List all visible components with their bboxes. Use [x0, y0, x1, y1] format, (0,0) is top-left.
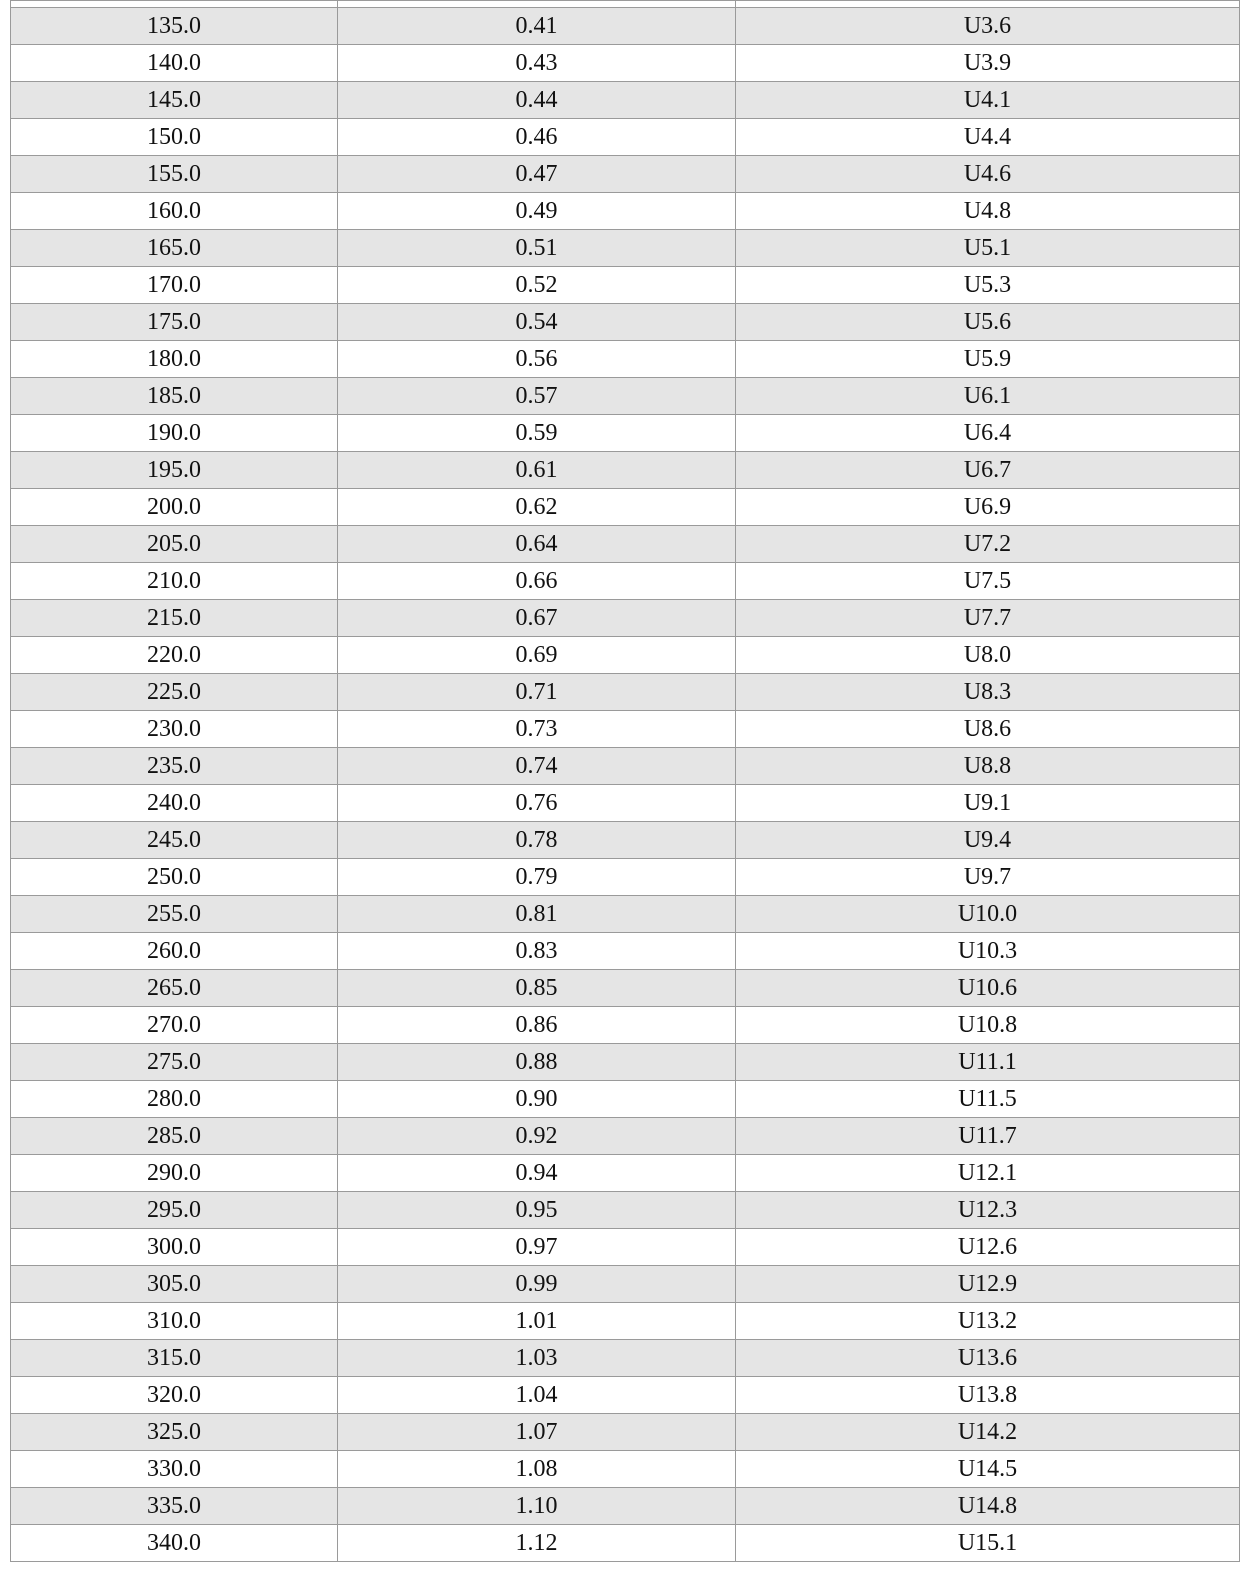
- cell-value-a: 185.0: [11, 378, 338, 415]
- cell-value-b: 0.76: [338, 785, 736, 822]
- cell-value-b: 1.10: [338, 1488, 736, 1525]
- cell-value-c: U14.5: [736, 1451, 1240, 1488]
- cell-value-a: 270.0: [11, 1007, 338, 1044]
- cell-value-c: U9.1: [736, 785, 1240, 822]
- cell-value-a: 265.0: [11, 970, 338, 1007]
- table-row: [11, 45, 1240, 82]
- table-row: [11, 378, 1240, 415]
- table-row-partial-top: [11, 1, 1240, 8]
- cell-value-c: U7.2: [736, 526, 1240, 563]
- cell-value-a: 210.0: [11, 563, 338, 600]
- cell-value-b: 0.52: [338, 267, 736, 304]
- cell-value-b: 0.44: [338, 82, 736, 119]
- table-row: [11, 1229, 1240, 1266]
- cell-value-c: U5.1: [736, 230, 1240, 267]
- cell-value-c: U12.1: [736, 1155, 1240, 1192]
- cell-value-c: U6.4: [736, 415, 1240, 452]
- cell-value-a: 215.0: [11, 600, 338, 637]
- table-body: [11, 1, 1240, 1562]
- table-row: [11, 1192, 1240, 1229]
- cell-value-b: 0.83: [338, 933, 736, 970]
- cell-value-b: 0.73: [338, 711, 736, 748]
- table-row: [11, 267, 1240, 304]
- cell-value-c: U12.9: [736, 1266, 1240, 1303]
- cell-value-c: U5.9: [736, 341, 1240, 378]
- table-row: [11, 711, 1240, 748]
- cell-value-a: 155.0: [11, 156, 338, 193]
- cell-value-a: 160.0: [11, 193, 338, 230]
- cell-value-c: U14.8: [736, 1488, 1240, 1525]
- cell-value-a: 330.0: [11, 1451, 338, 1488]
- cell-value-b: 0.43: [338, 45, 736, 82]
- table-row: [11, 193, 1240, 230]
- cell-value-b: 0.71: [338, 674, 736, 711]
- cell-value-c: U4.1: [736, 82, 1240, 119]
- table-row: [11, 1044, 1240, 1081]
- table-row: [11, 341, 1240, 378]
- cell-value-b: 0.57: [338, 378, 736, 415]
- cell-value-b: 0.90: [338, 1081, 736, 1118]
- cell-value-b: 1.07: [338, 1414, 736, 1451]
- cell-value-a: 220.0: [11, 637, 338, 674]
- table-row: [11, 526, 1240, 563]
- table-row: [11, 600, 1240, 637]
- cell-value-b: 1.12: [338, 1525, 736, 1562]
- cell-value-c: U10.0: [736, 896, 1240, 933]
- cell-value-c: U8.3: [736, 674, 1240, 711]
- cell-value-b: 0.74: [338, 748, 736, 785]
- cell-value-b: 0.99: [338, 1266, 736, 1303]
- cell-value-a: 180.0: [11, 341, 338, 378]
- cell-value-b: 0.69: [338, 637, 736, 674]
- cell-value-c: U3.9: [736, 45, 1240, 82]
- table-row: [11, 1377, 1240, 1414]
- table-row: [11, 82, 1240, 119]
- table-row: [11, 748, 1240, 785]
- table-cell: [736, 1, 1240, 8]
- cell-value-b: 1.04: [338, 1377, 736, 1414]
- cell-value-a: 295.0: [11, 1192, 338, 1229]
- table-row: [11, 119, 1240, 156]
- cell-value-a: 165.0: [11, 230, 338, 267]
- table-row: [11, 1155, 1240, 1192]
- cell-value-c: U4.6: [736, 156, 1240, 193]
- table-row: [11, 230, 1240, 267]
- cell-value-a: 245.0: [11, 822, 338, 859]
- cell-value-a: 250.0: [11, 859, 338, 896]
- cell-value-b: 0.62: [338, 489, 736, 526]
- cell-value-c: U4.4: [736, 119, 1240, 156]
- cell-value-c: U13.6: [736, 1340, 1240, 1377]
- cell-value-c: U15.1: [736, 1525, 1240, 1562]
- cell-value-a: 275.0: [11, 1044, 338, 1081]
- cell-value-c: U11.1: [736, 1044, 1240, 1081]
- cell-value-a: 135.0: [11, 8, 338, 45]
- cell-value-c: U11.7: [736, 1118, 1240, 1155]
- table-row: [11, 674, 1240, 711]
- table-row: [11, 1525, 1240, 1562]
- cell-value-a: 140.0: [11, 45, 338, 82]
- cell-value-b: 0.97: [338, 1229, 736, 1266]
- cell-value-b: 0.88: [338, 1044, 736, 1081]
- table-row: [11, 933, 1240, 970]
- cell-value-c: U5.6: [736, 304, 1240, 341]
- table-row: [11, 970, 1240, 1007]
- table-row: [11, 1303, 1240, 1340]
- cell-value-c: U12.6: [736, 1229, 1240, 1266]
- cell-value-b: 0.64: [338, 526, 736, 563]
- cell-value-c: U6.7: [736, 452, 1240, 489]
- table-row: [11, 1414, 1240, 1451]
- cell-value-a: 290.0: [11, 1155, 338, 1192]
- cell-value-c: U4.8: [736, 193, 1240, 230]
- table-cell: [338, 1, 736, 8]
- cell-value-b: 0.49: [338, 193, 736, 230]
- cell-value-b: 0.79: [338, 859, 736, 896]
- cell-value-a: 305.0: [11, 1266, 338, 1303]
- table-row: [11, 304, 1240, 341]
- cell-value-b: 0.92: [338, 1118, 736, 1155]
- cell-value-a: 310.0: [11, 1303, 338, 1340]
- table-row: [11, 637, 1240, 674]
- cell-value-a: 205.0: [11, 526, 338, 563]
- table-row: [11, 822, 1240, 859]
- cell-value-c: U13.2: [736, 1303, 1240, 1340]
- cell-value-a: 230.0: [11, 711, 338, 748]
- cell-value-c: U3.6: [736, 8, 1240, 45]
- cell-value-b: 0.95: [338, 1192, 736, 1229]
- table-row: [11, 415, 1240, 452]
- cell-value-c: U13.8: [736, 1377, 1240, 1414]
- cell-value-c: U8.0: [736, 637, 1240, 674]
- table-row: [11, 785, 1240, 822]
- cell-value-c: U10.8: [736, 1007, 1240, 1044]
- cell-value-b: 0.47: [338, 156, 736, 193]
- cell-value-b: 0.94: [338, 1155, 736, 1192]
- table-row: [11, 859, 1240, 896]
- cell-value-a: 320.0: [11, 1377, 338, 1414]
- cell-value-c: U8.6: [736, 711, 1240, 748]
- cell-value-a: 200.0: [11, 489, 338, 526]
- cell-value-c: U12.3: [736, 1192, 1240, 1229]
- cell-value-a: 225.0: [11, 674, 338, 711]
- cell-value-b: 0.54: [338, 304, 736, 341]
- table-container: [10, 0, 1239, 1562]
- cell-value-a: 280.0: [11, 1081, 338, 1118]
- cell-value-a: 255.0: [11, 896, 338, 933]
- cell-value-a: 235.0: [11, 748, 338, 785]
- cell-value-a: 315.0: [11, 1340, 338, 1377]
- cell-value-b: 0.85: [338, 970, 736, 1007]
- cell-value-b: 0.46: [338, 119, 736, 156]
- table-row: [11, 1340, 1240, 1377]
- table-row: [11, 8, 1240, 45]
- cell-value-c: U11.5: [736, 1081, 1240, 1118]
- table-row: [11, 1266, 1240, 1303]
- cell-value-a: 335.0: [11, 1488, 338, 1525]
- cell-value-a: 190.0: [11, 415, 338, 452]
- cell-value-b: 0.81: [338, 896, 736, 933]
- cell-value-c: U5.3: [736, 267, 1240, 304]
- cell-value-b: 0.66: [338, 563, 736, 600]
- cell-value-a: 175.0: [11, 304, 338, 341]
- cell-value-a: 150.0: [11, 119, 338, 156]
- cell-value-a: 170.0: [11, 267, 338, 304]
- cell-value-b: 0.41: [338, 8, 736, 45]
- cell-value-a: 195.0: [11, 452, 338, 489]
- table-row: [11, 156, 1240, 193]
- cell-value-c: U9.7: [736, 859, 1240, 896]
- cell-value-b: 1.01: [338, 1303, 736, 1340]
- table-row: [11, 1081, 1240, 1118]
- data-table: [10, 0, 1240, 1562]
- cell-value-c: U10.6: [736, 970, 1240, 1007]
- cell-value-a: 340.0: [11, 1525, 338, 1562]
- cell-value-b: 0.56: [338, 341, 736, 378]
- cell-value-c: U14.2: [736, 1414, 1240, 1451]
- table-row: [11, 1007, 1240, 1044]
- cell-value-a: 240.0: [11, 785, 338, 822]
- table-row: [11, 452, 1240, 489]
- cell-value-b: 0.59: [338, 415, 736, 452]
- table-row: [11, 1488, 1240, 1525]
- table-cell: [11, 1, 338, 8]
- cell-value-c: U6.9: [736, 489, 1240, 526]
- table-row: [11, 1118, 1240, 1155]
- cell-value-c: U10.3: [736, 933, 1240, 970]
- table-row: [11, 1451, 1240, 1488]
- cell-value-b: 0.61: [338, 452, 736, 489]
- cell-value-a: 260.0: [11, 933, 338, 970]
- table-row: [11, 896, 1240, 933]
- cell-value-b: 1.08: [338, 1451, 736, 1488]
- cell-value-c: U9.4: [736, 822, 1240, 859]
- cell-value-a: 300.0: [11, 1229, 338, 1266]
- cell-value-a: 325.0: [11, 1414, 338, 1451]
- cell-value-a: 285.0: [11, 1118, 338, 1155]
- cell-value-b: 0.78: [338, 822, 736, 859]
- cell-value-c: U6.1: [736, 378, 1240, 415]
- table-row: [11, 489, 1240, 526]
- cell-value-c: U7.7: [736, 600, 1240, 637]
- cell-value-b: 0.86: [338, 1007, 736, 1044]
- cell-value-c: U7.5: [736, 563, 1240, 600]
- table-row: [11, 563, 1240, 600]
- cell-value-c: U8.8: [736, 748, 1240, 785]
- cell-value-b: 0.67: [338, 600, 736, 637]
- cell-value-b: 1.03: [338, 1340, 736, 1377]
- cell-value-b: 0.51: [338, 230, 736, 267]
- cell-value-a: 145.0: [11, 82, 338, 119]
